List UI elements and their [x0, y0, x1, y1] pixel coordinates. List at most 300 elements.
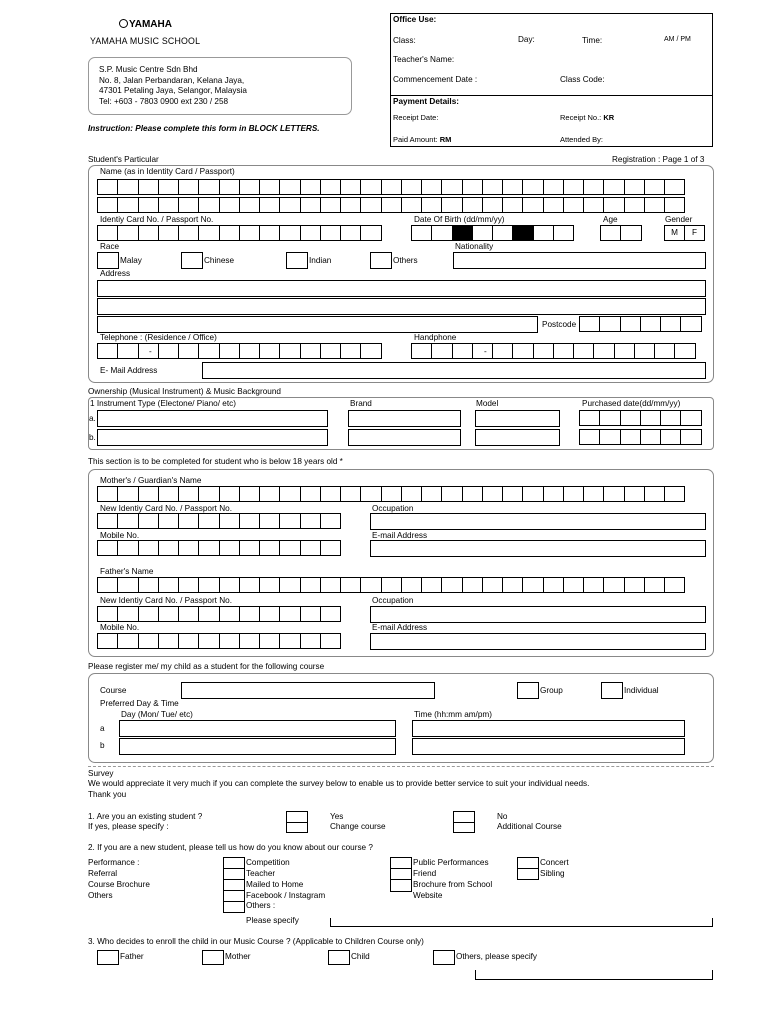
grid-cell[interactable] — [654, 343, 675, 359]
grid-cell[interactable] — [158, 606, 179, 622]
grid-cell[interactable] — [579, 316, 600, 332]
q2-column2-checkboxes[interactable] — [390, 857, 412, 892]
grid-cell[interactable] — [138, 540, 159, 556]
grid-cell[interactable] — [472, 225, 493, 241]
grid-cell[interactable] — [158, 225, 179, 241]
race-indian-checkbox[interactable] — [286, 252, 308, 269]
grid-cell[interactable] — [178, 486, 199, 502]
grid-cell[interactable] — [239, 606, 260, 622]
grid-cell[interactable] — [138, 197, 159, 213]
section-title-ownership: Ownership (Musical Instrument) & Music Background — [88, 387, 281, 396]
grid-cell[interactable] — [462, 197, 483, 213]
grid-cell[interactable] — [178, 540, 199, 556]
grid-cell[interactable] — [279, 540, 300, 556]
grid-cell[interactable] — [624, 197, 645, 213]
grid-cell[interactable] — [117, 540, 138, 556]
grid-cell[interactable] — [563, 179, 584, 195]
grid-cell[interactable] — [620, 429, 641, 445]
father-ic-label: New Identiy Card No. / Passport No. — [100, 596, 232, 605]
grid-cell[interactable] — [158, 486, 179, 502]
grid-cell[interactable] — [381, 179, 402, 195]
grid-cell[interactable] — [421, 486, 442, 502]
instrument-type-field-b[interactable] — [97, 429, 328, 446]
mother-ic-grid[interactable] — [97, 513, 341, 529]
grid-cell[interactable] — [117, 577, 138, 593]
grid-cell[interactable] — [452, 343, 473, 359]
grid-cell[interactable] — [320, 577, 341, 593]
grid-cell[interactable] — [300, 513, 321, 529]
grid-cell[interactable] — [640, 429, 661, 445]
mother-email-field[interactable] — [370, 540, 706, 557]
grid-cell[interactable] — [219, 197, 240, 213]
grid-cell[interactable] — [178, 577, 199, 593]
mother-occupation-label: Occupation — [372, 504, 414, 513]
grid-cell[interactable] — [553, 343, 574, 359]
grid-cell[interactable] — [279, 513, 300, 529]
grid-cell[interactable] — [279, 179, 300, 195]
grid-cell[interactable] — [219, 633, 240, 649]
model-field-b[interactable] — [475, 429, 560, 446]
handphone-grid[interactable] — [411, 343, 696, 359]
grid-cell[interactable] — [239, 179, 260, 195]
grid-cell[interactable] — [603, 486, 624, 502]
grid-cell[interactable] — [158, 179, 179, 195]
grid-cell[interactable] — [340, 486, 361, 502]
grid-cell[interactable] — [579, 410, 600, 426]
email-field[interactable] — [202, 362, 706, 379]
grid-cell[interactable] — [522, 197, 543, 213]
grid-cell[interactable] — [360, 343, 381, 359]
grid-cell[interactable] — [660, 316, 681, 332]
grid-cell[interactable] — [138, 179, 159, 195]
grid-cell[interactable] — [680, 410, 701, 426]
grid-cell[interactable] — [259, 513, 280, 529]
grid-cell[interactable] — [624, 577, 645, 593]
grid-cell[interactable] — [300, 540, 321, 556]
day-field-b[interactable] — [119, 738, 396, 755]
grid-cell[interactable] — [482, 577, 503, 593]
grid-cell[interactable] — [644, 197, 665, 213]
mother-occupation-field[interactable] — [370, 513, 706, 530]
grid-cell[interactable] — [441, 179, 462, 195]
father-occupation-field[interactable] — [370, 606, 706, 623]
grid-cell[interactable] — [138, 606, 159, 622]
grid-cell[interactable] — [97, 197, 118, 213]
grid-cell[interactable] — [178, 197, 199, 213]
grid-cell[interactable] — [674, 343, 695, 359]
instrument-type-field-a[interactable] — [97, 410, 328, 427]
grid-cell[interactable] — [421, 577, 442, 593]
father-name-grid[interactable] — [97, 577, 685, 593]
grid-cell[interactable] — [178, 179, 199, 195]
grid-cell[interactable] — [117, 486, 138, 502]
grid-cell[interactable] — [482, 197, 503, 213]
grid-cell[interactable] — [138, 577, 159, 593]
race-malay-checkbox[interactable] — [97, 252, 119, 269]
grid-cell[interactable] — [452, 225, 473, 241]
grid-cell[interactable] — [614, 343, 635, 359]
grid-cell[interactable] — [512, 225, 533, 241]
grid-cell[interactable] — [644, 577, 665, 593]
grid-cell[interactable] — [279, 225, 300, 241]
grid-cell[interactable] — [401, 577, 422, 593]
grid-cell[interactable] — [158, 633, 179, 649]
grid-cell[interactable] — [360, 197, 381, 213]
grid-cell[interactable] — [583, 577, 604, 593]
grid-cell[interactable] — [259, 225, 280, 241]
grid-cell[interactable] — [320, 179, 341, 195]
grid-cell[interactable] — [239, 540, 260, 556]
q3-mother-checkbox[interactable] — [202, 950, 224, 965]
grid-cell[interactable] — [600, 225, 621, 241]
grid-cell[interactable] — [97, 343, 118, 359]
grid-cell[interactable] — [381, 577, 402, 593]
q3-father-checkbox[interactable] — [97, 950, 119, 965]
q3-others-checkbox[interactable] — [433, 950, 455, 965]
grid-cell[interactable] — [300, 633, 321, 649]
race-others-checkbox[interactable] — [370, 252, 392, 269]
grid-cell[interactable] — [401, 197, 422, 213]
grid-cell[interactable] — [462, 577, 483, 593]
divider — [475, 970, 476, 980]
grid-cell[interactable] — [593, 343, 614, 359]
grid-cell[interactable] — [522, 179, 543, 195]
grid-cell[interactable] — [543, 179, 564, 195]
grid-cell[interactable] — [680, 316, 701, 332]
grid-cell[interactable] — [502, 197, 523, 213]
grid-cell[interactable] — [583, 486, 604, 502]
grid-cell[interactable] — [640, 410, 661, 426]
grid-cell[interactable] — [178, 513, 199, 529]
mother-name-grid[interactable] — [97, 486, 685, 502]
grid-cell[interactable] — [138, 486, 159, 502]
address-field-2[interactable] — [97, 298, 706, 315]
grid-cell[interactable] — [620, 410, 641, 426]
grid-cell[interactable] — [117, 197, 138, 213]
grid-cell[interactable] — [300, 577, 321, 593]
grid-cell[interactable] — [198, 486, 219, 502]
grid-cell[interactable] — [563, 577, 584, 593]
address-field-3[interactable] — [97, 316, 538, 333]
grid-cell[interactable] — [624, 486, 645, 502]
grid-cell[interactable] — [381, 486, 402, 502]
grid-cell[interactable] — [259, 577, 280, 593]
grid-cell[interactable] — [320, 225, 341, 241]
grid-cell[interactable] — [533, 343, 554, 359]
grid-cell[interactable] — [462, 179, 483, 195]
grid-cell[interactable] — [158, 343, 179, 359]
grid-cell[interactable] — [279, 486, 300, 502]
grid-cell[interactable] — [259, 540, 280, 556]
grid-cell[interactable] — [502, 577, 523, 593]
grid-cell[interactable] — [239, 513, 260, 529]
q3-child-checkbox[interactable] — [328, 950, 350, 965]
grid-cell[interactable] — [300, 179, 321, 195]
brand-field-b[interactable] — [348, 429, 461, 446]
grid-cell[interactable] — [644, 179, 665, 195]
age-grid[interactable] — [600, 225, 642, 241]
time-field-a[interactable] — [412, 720, 685, 737]
grid-cell[interactable] — [117, 513, 138, 529]
grid-cell[interactable] — [502, 179, 523, 195]
grid-cell[interactable] — [97, 225, 118, 241]
grid-cell[interactable] — [431, 343, 452, 359]
grid-cell[interactable] — [198, 179, 219, 195]
grid-cell[interactable] — [533, 225, 554, 241]
grid-cell[interactable] — [259, 486, 280, 502]
grid-cell[interactable] — [543, 577, 564, 593]
grid-cell[interactable] — [573, 343, 594, 359]
father-mobile-grid[interactable] — [97, 633, 341, 649]
grid-cell[interactable] — [492, 225, 513, 241]
grid-cell[interactable] — [660, 429, 681, 445]
individual-checkbox[interactable] — [601, 682, 623, 699]
name-grid-row-1[interactable] — [97, 179, 685, 195]
grid-cell[interactable] — [158, 197, 179, 213]
grid-cell[interactable] — [279, 577, 300, 593]
grid-cell[interactable] — [320, 486, 341, 502]
grid-cell[interactable] — [603, 577, 624, 593]
grid-cell[interactable] — [239, 197, 260, 213]
grid-cell[interactable] — [401, 179, 422, 195]
q2-column1-checkboxes[interactable] — [223, 857, 245, 913]
grid-cell[interactable] — [421, 179, 442, 195]
grid-cell[interactable] — [441, 197, 462, 213]
grid-cell[interactable] — [198, 343, 219, 359]
survey-thanks: Thank you — [88, 790, 127, 799]
grid-cell[interactable] — [441, 577, 462, 593]
grid-cell[interactable] — [198, 633, 219, 649]
q2-website-label: Website — [413, 891, 443, 900]
grid-cell[interactable] — [320, 343, 341, 359]
grid-cell[interactable] — [579, 429, 600, 445]
address-field-1[interactable] — [97, 280, 706, 297]
grid-cell[interactable] — [117, 606, 138, 622]
grid-cell[interactable] — [198, 225, 219, 241]
grid-cell[interactable] — [441, 486, 462, 502]
grid-cell[interactable] — [340, 577, 361, 593]
grid-cell[interactable] — [320, 633, 341, 649]
grid-cell[interactable] — [198, 197, 219, 213]
nationality-field[interactable] — [453, 252, 706, 269]
grid-cell[interactable] — [543, 486, 564, 502]
grid-cell[interactable] — [340, 197, 361, 213]
grid-cell[interactable] — [482, 486, 503, 502]
grid-cell[interactable] — [482, 179, 503, 195]
race-others-label: Others — [393, 256, 418, 265]
gender-m-box[interactable]: M — [664, 225, 685, 241]
grid-cell[interactable] — [421, 197, 442, 213]
grid-cell[interactable] — [320, 197, 341, 213]
grid-cell[interactable] — [340, 179, 361, 195]
grid-cell[interactable] — [117, 633, 138, 649]
grid-cell[interactable] — [553, 225, 574, 241]
grid-cell[interactable] — [599, 410, 620, 426]
grid-cell[interactable] — [158, 577, 179, 593]
grid-cell[interactable] — [620, 225, 641, 241]
grid-cell[interactable] — [219, 606, 240, 622]
race-chinese-checkbox[interactable] — [181, 252, 203, 269]
grid-cell[interactable] — [583, 197, 604, 213]
brand-name: YAMAHA — [129, 19, 172, 30]
grid-cell[interactable] — [117, 179, 138, 195]
grid-cell[interactable] — [239, 486, 260, 502]
grid-cell[interactable] — [300, 197, 321, 213]
grid-cell[interactable] — [360, 577, 381, 593]
grid-cell[interactable] — [300, 606, 321, 622]
grid-cell[interactable] — [431, 225, 452, 241]
grid-cell[interactable] — [97, 540, 118, 556]
grid-cell[interactable] — [138, 225, 159, 241]
grid-cell[interactable] — [198, 577, 219, 593]
grid-cell[interactable] — [599, 316, 620, 332]
grid-cell[interactable] — [640, 316, 661, 332]
grid-cell[interactable] — [219, 577, 240, 593]
grid-cell[interactable] — [360, 179, 381, 195]
grid-cell[interactable] — [522, 577, 543, 593]
grid-cell[interactable] — [259, 197, 280, 213]
q2-specify-line[interactable] — [330, 926, 713, 927]
grid-cell[interactable] — [360, 486, 381, 502]
grid-cell[interactable] — [300, 225, 321, 241]
grid-cell[interactable] — [97, 179, 118, 195]
grid-cell[interactable] — [401, 486, 422, 502]
grid-cell[interactable] — [522, 486, 543, 502]
telephone-label: Telephone : (Residence / Office) — [100, 333, 217, 342]
grid-cell[interactable] — [664, 197, 685, 213]
grid-cell[interactable] — [97, 577, 118, 593]
grid-cell[interactable] — [563, 486, 584, 502]
course-label: Course — [100, 686, 127, 695]
grid-cell[interactable] — [97, 633, 118, 649]
grid-cell[interactable] — [340, 343, 361, 359]
grid-cell[interactable] — [259, 606, 280, 622]
group-label: Group — [540, 686, 563, 695]
grid-cell[interactable] — [664, 577, 685, 593]
grid-cell[interactable] — [599, 429, 620, 445]
father-occupation-label: Occupation — [372, 596, 414, 605]
grid-cell[interactable] — [97, 513, 118, 529]
mother-mobile-grid[interactable] — [97, 540, 341, 556]
grid-cell[interactable] — [664, 179, 685, 195]
grid-cell[interactable] — [239, 577, 260, 593]
grid-cell[interactable] — [138, 513, 159, 529]
grid-cell[interactable] — [117, 225, 138, 241]
grid-cell[interactable] — [279, 633, 300, 649]
receipt-date-label: Receipt Date: — [393, 113, 439, 122]
brand-field-a[interactable] — [348, 410, 461, 427]
grid-cell[interactable] — [239, 225, 260, 241]
grid-cell[interactable] — [239, 343, 260, 359]
payment-details-title: Payment Details: — [393, 97, 459, 106]
ic-grid[interactable] — [97, 225, 382, 241]
grid-cell[interactable] — [198, 606, 219, 622]
grid-cell[interactable] — [462, 486, 483, 502]
grid-cell[interactable] — [620, 316, 641, 332]
grid-cell[interactable] — [158, 540, 179, 556]
grid-cell[interactable] — [300, 343, 321, 359]
telephone-grid[interactable] — [97, 343, 382, 359]
purchased-date-grid-a[interactable] — [579, 410, 702, 426]
grid-cell[interactable] — [320, 513, 341, 529]
purchased-date-grid-b[interactable] — [579, 429, 702, 445]
grid-cell[interactable] — [411, 343, 432, 359]
grid-cell[interactable] — [634, 343, 655, 359]
name-grid-row-2[interactable] — [97, 197, 685, 213]
grid-cell[interactable] — [603, 179, 624, 195]
grid-cell[interactable] — [259, 633, 280, 649]
grid-cell[interactable] — [219, 540, 240, 556]
grid-cell[interactable] — [660, 410, 681, 426]
time-field-b[interactable] — [412, 738, 685, 755]
grid-cell[interactable] — [198, 513, 219, 529]
postcode-grid[interactable] — [579, 316, 702, 332]
grid-cell[interactable] — [492, 343, 513, 359]
grid-cell[interactable] — [603, 197, 624, 213]
grid-cell[interactable] — [198, 540, 219, 556]
model-field-a[interactable] — [475, 410, 560, 427]
grid-cell[interactable] — [624, 179, 645, 195]
grid-cell[interactable] — [472, 343, 493, 359]
grid-cell[interactable] — [583, 179, 604, 195]
grid-cell[interactable] — [644, 486, 665, 502]
grid-cell[interactable] — [300, 486, 321, 502]
group-checkbox[interactable] — [517, 682, 539, 699]
grid-cell[interactable] — [97, 606, 118, 622]
grid-cell[interactable] — [219, 225, 240, 241]
grid-cell[interactable] — [340, 225, 361, 241]
grid-cell[interactable] — [259, 179, 280, 195]
grid-cell[interactable] — [239, 633, 260, 649]
grid-cell[interactable] — [279, 197, 300, 213]
grid-cell[interactable] — [279, 606, 300, 622]
grid-cell[interactable] — [219, 179, 240, 195]
grid-cell[interactable] — [178, 633, 199, 649]
grid-cell[interactable] — [219, 513, 240, 529]
grid-cell[interactable] — [512, 343, 533, 359]
grid-cell[interactable] — [502, 486, 523, 502]
q3-specify-line[interactable] — [475, 979, 713, 980]
grid-cell[interactable] — [219, 343, 240, 359]
dob-grid[interactable] — [411, 225, 574, 241]
gender-f-box[interactable]: F — [684, 225, 705, 241]
grid-cell[interactable] — [178, 606, 199, 622]
grid-cell[interactable] — [178, 225, 199, 241]
grid-cell[interactable] — [664, 486, 685, 502]
address-line: No. 8, Jalan Perbandaran, Kelana Jaya, — [99, 76, 245, 85]
grid-cell[interactable] — [279, 343, 300, 359]
grid-cell[interactable] — [411, 225, 432, 241]
father-email-field[interactable] — [370, 633, 706, 650]
grid-cell[interactable] — [259, 343, 280, 359]
father-ic-grid[interactable] — [97, 606, 341, 622]
grid-cell[interactable] — [158, 513, 179, 529]
grid-cell[interactable] — [360, 225, 381, 241]
grid-cell[interactable] — [680, 429, 701, 445]
grid-cell[interactable] — [97, 486, 118, 502]
course-field[interactable] — [181, 682, 435, 699]
grid-cell[interactable] — [117, 343, 138, 359]
grid-cell[interactable] — [381, 197, 402, 213]
grid-cell[interactable] — [320, 606, 341, 622]
grid-cell[interactable] — [543, 197, 564, 213]
grid-cell[interactable] — [563, 197, 584, 213]
grid-cell[interactable] — [219, 486, 240, 502]
grid-cell[interactable] — [320, 540, 341, 556]
day-field-a[interactable] — [119, 720, 396, 737]
grid-cell[interactable] — [178, 343, 199, 359]
grid-cell[interactable] — [138, 633, 159, 649]
